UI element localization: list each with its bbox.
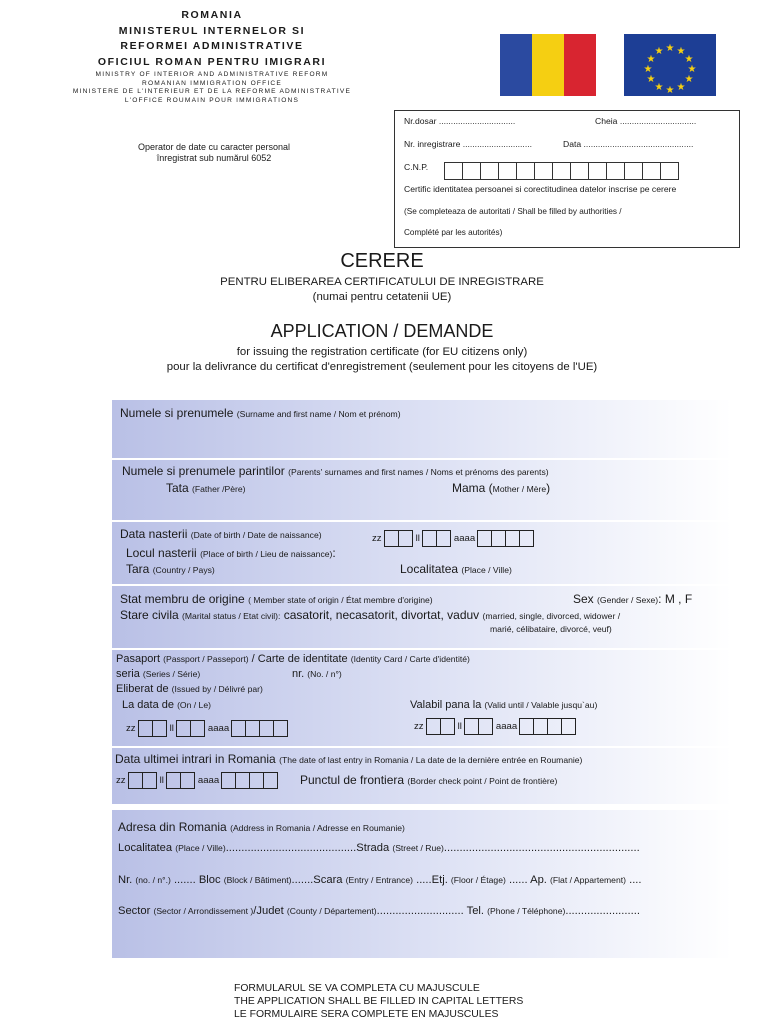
subtitle-line: (numai pentru cetatenii UE) bbox=[312, 291, 452, 303]
month-boxes[interactable] bbox=[465, 718, 493, 735]
address-label: Adresa din Romania bbox=[118, 820, 227, 834]
sector-row bbox=[118, 905, 640, 917]
valid-hint: (Valid until / Valable jusqu`au) bbox=[484, 700, 598, 710]
header-line: OFICIUL ROMAN PENTRU IMIGRARI bbox=[97, 55, 327, 68]
birth-date-input[interactable] bbox=[372, 530, 537, 547]
mama-close: ) bbox=[546, 481, 551, 495]
tata-label: Tata bbox=[166, 481, 189, 495]
county-dots: ............................ bbox=[376, 905, 464, 917]
data-field: Data .............................................. bbox=[563, 139, 694, 149]
county-label: /Judet bbox=[253, 905, 284, 917]
mama-label: Mama ( bbox=[452, 481, 493, 495]
origin-hint: ( Member state of origin / État membre d'origine) bbox=[248, 595, 433, 605]
birth-date-label: Data nasterii bbox=[120, 527, 188, 541]
month-label: ll bbox=[159, 775, 164, 787]
tara-hint: (Country / Pays) bbox=[152, 565, 215, 575]
block-dots: ....... bbox=[291, 874, 314, 886]
footer-line: THE APPLICATION SHALL BE FILLED IN CAPITAL LETTERS bbox=[234, 996, 524, 1007]
number-label: nr. bbox=[292, 668, 305, 680]
floor-label: Etj. bbox=[431, 874, 448, 886]
passport-section[interactable] bbox=[112, 650, 732, 746]
colon: : bbox=[332, 546, 336, 560]
day-label: zz bbox=[372, 533, 382, 545]
locality-label: Localitatea bbox=[118, 842, 173, 854]
entrance-dots: ..... bbox=[416, 874, 432, 886]
certify-text: Certific identitatea persoanei si corectitudinea datelor inscrise pe cerere bbox=[404, 184, 677, 194]
month-boxes[interactable] bbox=[423, 530, 451, 547]
header-subline: ROMANIAN IMMIGRATION OFFICE bbox=[142, 79, 282, 87]
svg-text:★: ★ bbox=[646, 54, 656, 65]
svg-text:★: ★ bbox=[665, 85, 675, 96]
civil-translation: (married, single, divorced, widower / bbox=[482, 611, 621, 621]
year-label: aaaa bbox=[207, 723, 230, 735]
number-hint: (No. / n°) bbox=[307, 669, 342, 679]
address-row bbox=[118, 820, 405, 834]
year-boxes[interactable] bbox=[232, 720, 288, 737]
month-label: ll bbox=[169, 723, 174, 735]
parents-section[interactable] bbox=[112, 460, 732, 520]
day-boxes[interactable] bbox=[427, 718, 455, 735]
phone-label: Tel. bbox=[466, 905, 485, 917]
civil-row bbox=[120, 608, 620, 622]
birth-section[interactable] bbox=[112, 522, 732, 584]
svg-text:★: ★ bbox=[643, 64, 653, 75]
authority-note: Complété par les autorités) bbox=[404, 228, 503, 237]
entry-label: Data ultimei intrari in Romania bbox=[115, 752, 276, 766]
street-label: Strada bbox=[356, 842, 390, 854]
cheia-field: Cheia ................................ bbox=[595, 116, 697, 126]
page-title: CERERE bbox=[340, 250, 424, 272]
name-row bbox=[120, 406, 401, 420]
eu-stars-icon bbox=[624, 34, 716, 96]
number-row bbox=[292, 668, 342, 680]
origin-label: Stat membru de origine bbox=[120, 592, 245, 606]
civil-translation-fr: marié, célibataire, divorcé, veuf) bbox=[490, 624, 612, 634]
number-hint: (no. / n°.) bbox=[135, 875, 171, 885]
data-operator-note bbox=[100, 142, 328, 164]
header-subline: MINISTRY OF INTERIOR AND ADMINISTRATIVE REFORM bbox=[95, 71, 329, 78]
birth-place-row bbox=[126, 546, 336, 560]
number-dots: ....... bbox=[173, 874, 196, 886]
cnp-input[interactable] bbox=[445, 162, 679, 180]
entry-row bbox=[115, 752, 582, 766]
locality-dots: .......................................... bbox=[225, 842, 357, 854]
day-label: zz bbox=[126, 723, 136, 735]
parents-row bbox=[122, 464, 549, 478]
address-hint: (Address in Romania / Adresse en Roumanie) bbox=[230, 823, 405, 833]
year-label: aaaa bbox=[453, 533, 476, 545]
origin-section[interactable] bbox=[112, 586, 732, 648]
issue-date-label: La data de bbox=[122, 699, 174, 711]
authority-box bbox=[394, 110, 740, 248]
day-boxes[interactable] bbox=[385, 530, 413, 547]
series-row bbox=[116, 668, 200, 680]
month-label: ll bbox=[457, 721, 462, 733]
name-label: Numele si prenumele bbox=[120, 406, 234, 420]
issue-date-hint: (On / Le) bbox=[177, 700, 211, 710]
entry-date-input[interactable] bbox=[116, 772, 281, 789]
header-line: REFORMEI ADMINISTRATIVE bbox=[120, 40, 304, 52]
building-row bbox=[118, 874, 642, 886]
entrance-label: Scara bbox=[313, 874, 343, 886]
issued-hint: (Issued by / Délivré par) bbox=[171, 684, 263, 694]
series-label: seria bbox=[116, 668, 140, 680]
year-label: aaaa bbox=[197, 775, 220, 787]
day-boxes[interactable] bbox=[129, 772, 157, 789]
passport-label: Pasaport bbox=[116, 653, 161, 665]
sex-values: : M , F bbox=[658, 592, 693, 606]
block-hint: (Block / Bâtiment) bbox=[223, 875, 292, 885]
birth-place-label: Locul nasterii bbox=[126, 546, 197, 560]
header-subline: L'OFFICE ROUMAIN POUR IMMIGRATIONS bbox=[124, 96, 300, 104]
block-label: Bloc bbox=[198, 874, 221, 886]
locality-hint: (Place / Ville) bbox=[175, 843, 226, 853]
parents-label: Numele si prenumele parintilor bbox=[122, 464, 285, 478]
flat-label: Ap. bbox=[530, 874, 547, 886]
birth-place-hint: (Place of birth / Lieu de naissance) bbox=[200, 549, 333, 559]
operator-line: înregistrat sub numărul 6052 bbox=[156, 153, 272, 163]
footer-line: FORMULARUL SE VA COMPLETA CU MAJUSCULE bbox=[234, 983, 480, 994]
year-boxes[interactable] bbox=[222, 772, 278, 789]
nr-inregistrare-field: Nr. inregistrare ............................. bbox=[404, 139, 532, 149]
parents-hint: (Parents' surnames and first names / Noms et prénoms des parents) bbox=[288, 467, 549, 477]
mama-row bbox=[452, 481, 550, 495]
subtitle-line: PENTRU ELIBERAREA CERTIFICATULUI DE INREGISTRARE bbox=[220, 276, 544, 288]
footer-line: LE FORMULAIRE SERA COMPLETE EN MAJUSCULES bbox=[234, 1009, 499, 1020]
address-section[interactable] bbox=[112, 810, 732, 958]
svg-text:★: ★ bbox=[665, 43, 675, 54]
month-label: ll bbox=[415, 533, 420, 545]
sector-hint: (Sector / Arrondissement ) bbox=[153, 906, 254, 916]
floor-dots: ...... bbox=[508, 874, 528, 886]
flat-hint: (Flat / Appartement) bbox=[550, 875, 626, 885]
tara-label: Tara bbox=[126, 562, 150, 576]
svg-text:★: ★ bbox=[646, 74, 656, 85]
ministry-header bbox=[40, 10, 384, 106]
name-section[interactable] bbox=[112, 400, 732, 458]
valid-row bbox=[410, 699, 597, 711]
passport-row bbox=[116, 653, 470, 665]
nr-dosar-field: Nr.dosar ................................ bbox=[404, 116, 516, 126]
authority-note: (Se completeaza de autoritati / Shall be filled by authorities / bbox=[404, 207, 622, 216]
id-card-label: Carte de identitate bbox=[257, 653, 348, 665]
issue-date-row bbox=[122, 699, 211, 711]
birth-date-hint: (Date of birth / Date de naissance) bbox=[190, 530, 322, 540]
origin-row bbox=[120, 592, 433, 606]
year-boxes[interactable] bbox=[520, 718, 576, 735]
day-label: zz bbox=[116, 775, 126, 787]
subtitle-line: pour la delivrance du certificat d'enregistrement (seulement pour les citoyens de l'UE) bbox=[166, 361, 598, 373]
cnp-label: C.N.P. bbox=[404, 162, 429, 172]
entry-hint: (The date of last entry in Romania / La date de la dernière entrée en Roumanie) bbox=[279, 755, 583, 765]
series-hint: (Series / Série) bbox=[142, 669, 201, 679]
capital-letters-note bbox=[234, 982, 634, 1021]
phone-hint: (Phone / Téléphone) bbox=[487, 906, 566, 916]
birth-date-row bbox=[120, 527, 322, 541]
romania-flag-icon bbox=[500, 34, 596, 96]
locality-hint: (Place / Ville) bbox=[461, 565, 512, 575]
slash: / bbox=[251, 653, 255, 665]
floor-hint: (Floor / Étage) bbox=[450, 875, 506, 885]
subtitle-line: for issuing the registration certificate (for EU citizens only) bbox=[236, 346, 528, 358]
county-hint: (County / Département) bbox=[286, 906, 377, 916]
mama-hint: Mother / Mère bbox=[492, 484, 547, 494]
flat-dots: .... bbox=[629, 874, 642, 886]
entrance-hint: (Entry / Entrance) bbox=[345, 875, 413, 885]
entry-section[interactable] bbox=[112, 748, 732, 804]
operator-line: Operator de date cu caracter personal bbox=[137, 142, 291, 152]
border-hint: (Border check point / Point de frontière) bbox=[407, 776, 558, 786]
border-label: Punctul de frontiera bbox=[300, 773, 405, 787]
street-hint: (Street / Rue) bbox=[392, 843, 444, 853]
sex-label: Sex bbox=[573, 592, 594, 606]
year-label: aaaa bbox=[495, 721, 518, 733]
month-boxes[interactable] bbox=[167, 772, 195, 789]
header-line: ROMANIA bbox=[181, 9, 243, 21]
street-dots: ............................................................... bbox=[443, 842, 640, 854]
passport-hint: (Passport / Passeport) bbox=[163, 654, 249, 664]
locality-label: Localitatea bbox=[400, 562, 459, 576]
birth-locality-row bbox=[400, 562, 512, 576]
eu-flag-icon bbox=[624, 34, 716, 96]
title-subtitle bbox=[0, 275, 764, 305]
tata-row bbox=[166, 481, 246, 495]
header-line: MINISTERUL INTERNELOR SI bbox=[118, 24, 306, 37]
civil-label: Stare civila bbox=[120, 608, 179, 622]
svg-text:★: ★ bbox=[684, 74, 694, 85]
page-title-en: APPLICATION / DEMANDE bbox=[270, 321, 494, 341]
tata-hint: (Father /Père) bbox=[192, 484, 246, 494]
svg-text:★: ★ bbox=[676, 46, 686, 57]
civil-values: casatorit, necasatorit, divortat, vaduv bbox=[283, 608, 480, 622]
svg-text:★: ★ bbox=[654, 82, 664, 93]
svg-text:★: ★ bbox=[687, 64, 697, 75]
year-boxes[interactable] bbox=[478, 530, 534, 547]
sex-hint: (Gender / Sexe) bbox=[597, 595, 659, 605]
issue-date-input[interactable] bbox=[126, 720, 291, 737]
locality-street-row bbox=[118, 842, 640, 854]
day-boxes[interactable] bbox=[139, 720, 167, 737]
sex-row bbox=[573, 592, 692, 606]
svg-text:★: ★ bbox=[654, 46, 664, 57]
issued-row bbox=[116, 683, 263, 695]
valid-date-input[interactable] bbox=[414, 718, 579, 735]
issued-label: Eliberat de bbox=[116, 683, 169, 695]
header-subline: MINISTERE DE L'INTERIEUR ET DE LA REFORME ADMINISTRATIVE bbox=[72, 88, 352, 96]
name-hint: (Surname and first name / Nom et prénom) bbox=[236, 409, 401, 419]
svg-text:★: ★ bbox=[684, 54, 694, 65]
id-card-hint: (Identity Card / Carte d'identité) bbox=[350, 654, 470, 664]
number-label: Nr. bbox=[118, 874, 133, 886]
title-en-subtitle bbox=[0, 345, 764, 375]
phone-dots: ........................ bbox=[565, 905, 640, 917]
tara-row bbox=[126, 562, 215, 576]
border-row bbox=[300, 773, 557, 787]
sector-label: Sector bbox=[118, 905, 151, 917]
valid-label: Valabil pana la bbox=[410, 699, 482, 711]
month-boxes[interactable] bbox=[177, 720, 205, 737]
svg-text:★: ★ bbox=[676, 82, 686, 93]
day-label: zz bbox=[414, 721, 424, 733]
civil-hint: (Marital status / Etat civil): bbox=[182, 611, 281, 621]
